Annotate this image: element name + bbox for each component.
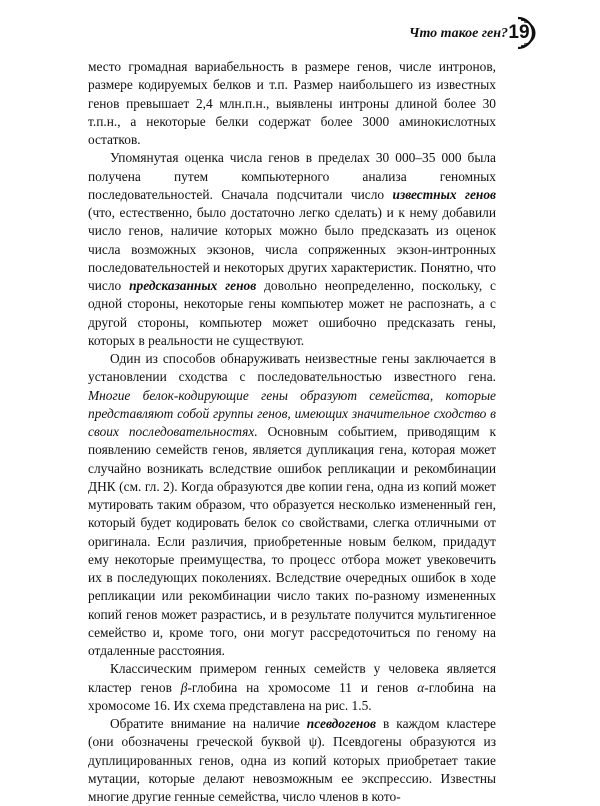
page-header [0,12,600,52]
alpha-symbol: α [417,679,425,695]
paragraph-3-text-a: Один из способов обнаруживать неизвестные гены заключается в установлении сходства с последовательностью известного гена. [88,351,496,385]
paragraph-5-text-a: Обратите внимание на наличие [110,716,307,731]
paragraph-4-text-b: -глобина на хромосоме 11 и генов [187,679,418,695]
term-predicted-genes: предсказанных генов [129,278,257,293]
paragraph-3 [88,350,496,660]
paragraph-4 [88,660,496,715]
gene-family-definition: Многие белок-кодирующие гены образуют семейства, которые представляют собой группы генов, имеющих значительное сходство в своих последовательностях. [88,387,496,439]
paragraph-2-text-c: довольно неопределенно, поскольку, с одной стороны, некоторые гены компьютер может не распознать, а с другой стороны, компьютер может ошибочно предсказать гены, которых в реальности не существуют. [88,278,496,348]
page-number: 19 [508,22,530,43]
beta-symbol: β [180,679,188,695]
body-text [88,58,496,806]
paragraph-5-text-b: в каждом кластере (они обозначены греческой буквой ψ). Псевдогены образуются из дуплицированных генов, одна из копий которых приобретает такие мутации, которые делают невозможным ее экспрессию. Известны многие другие генные семейства, число членов в кото- [88,716,496,804]
page-number-badge [504,16,538,50]
paragraph-4-text-a: Классическим примером генных семейств у человека является кластер генов [88,661,496,695]
paragraph-2 [88,149,496,350]
paragraph-4-text-c: -глобина на хромосоме 16. Их схема представлена на рис. 1.5. [88,679,496,713]
running-title: Что такое ген? [409,26,508,41]
paragraph-5 [88,715,496,806]
paragraph-1: место громадная вариабельность в размере генов, числе интронов, размере кодируемых белков и т.п. Размер наибольшего из известных генов превышает 2,4 млн.п.н., выявлены интроны длиной более 30 т.п.н., а некоторые белки содержат более 3000 аминокислотных остатков. [88,59,496,147]
paragraph-2-text-b: (что, естественно, было достаточно легко сделать) и к нему добавили число генов, наличие которых можно было предсказать из оценок числа возможных экзонов, числа сопряженных экзон-интронных последовательностей и некоторых других характеристик. Понятно, что число [88,205,496,293]
term-pseudogenes: псевдогенов [306,716,377,731]
paragraph-2-text-a: Упомянутая оценка числа генов в пределах 30 000–35 000 была получена путем компьютерного анализа геномных последовательностей. Сначала подсчитали число [88,150,496,202]
paragraph-3-text-b: Основным событием, приводящим к появлению семейств генов, является дупликация гена, которая может случайно возникать вследствие ошибок репликации и рекомбинации ДНК (см. гл. 2). Когда образуются две копии гена, одна из копий может мутировать таким образом, что образуется несколько измененный ген, который будет кодировать белок со свойствами, слегка отличными от оригинала. Если различия, приобретенные новым белком, придадут ему некоторые преимущества, то процесс отбора может увековечить их в последующих поколениях. Вследствие очередных ошибок в ходе репликации или рекомбинации число таких по-разному измененных копий генов может разрастись, и в результате получится мультигенное семейство и, кроме того, они могут рассредоточиться по геному на отдаленные расстояния. [88,424,497,658]
term-known-genes: известных генов [392,186,496,202]
